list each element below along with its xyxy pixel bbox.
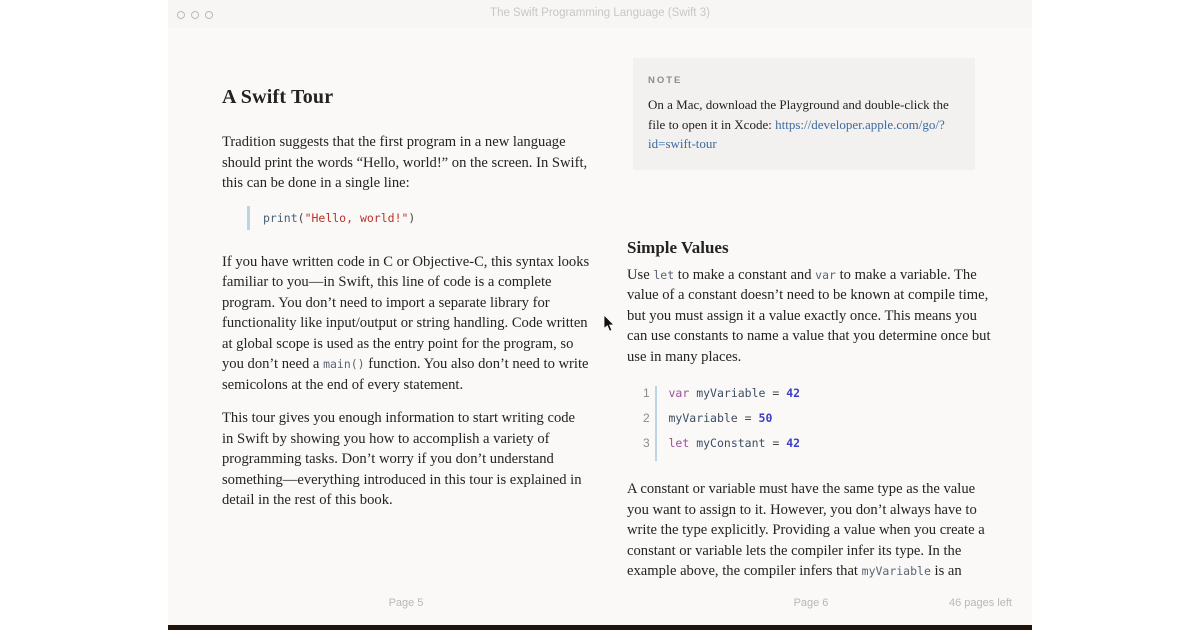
text-segment: myVariable (861, 564, 931, 578)
line-number: 2 (643, 411, 650, 425)
paragraph: Tradition suggests that the first program in a new language should print the words “Hello, world!” on the screen. In Swift, this can be done in a single line: (222, 134, 588, 191)
paragraph: If you have written code in C or Objective-C, this syntax looks familiar to you—in Swift, this line of code is a complete program. You don’t need to import a separate library for functionality like input/output or string handling. Code written at global scope is used as the entry point for the program, so you don’t need a main() function. You also don’t need to write semicolons at the end of every statement. (222, 253, 590, 393)
code-listing (627, 386, 995, 461)
text-segment: let (653, 267, 675, 282)
page-right (627, 0, 995, 582)
note-label: NOTE (648, 75, 683, 86)
window-title: The Swift Programming Language (Swift 3) (490, 7, 710, 19)
chapter-title: A Swift Tour (222, 86, 334, 108)
code-line (627, 436, 995, 461)
line-number: 3 (643, 436, 650, 450)
text-segment: ( (297, 210, 305, 225)
page-number-left: Page 5 (388, 597, 424, 609)
text-segment: ) (408, 210, 416, 225)
text-segment: "Hello, world!" (304, 210, 409, 225)
page-left (222, 0, 590, 511)
bottom-edge-bar (168, 625, 1032, 630)
text-segment: print (263, 210, 298, 225)
code-line (627, 386, 995, 411)
book-reader-window (168, 0, 1032, 630)
code-text: var myVariable = 42 (668, 386, 801, 400)
code-snippet (247, 206, 590, 230)
section-title: Simple Values (627, 237, 729, 257)
paragraph: Use let to make a constant and var to make a variable. The value of a constant doesn’t need to be known at compile time, but you must assign it a value exactly once. This means you can use constants to name a value that you determine once but use in many places. (627, 266, 991, 365)
code-text: myVariable = 50 (668, 411, 773, 425)
line-number: 1 (643, 386, 650, 400)
note-body: On a Mac, download the Playground and double-click the file to open it in Xcode: https://developer.apple.com/go/?id=swift-tour (648, 97, 949, 151)
paragraph: This tour gives you enough information to start writing code in Swift by showing you how to accomplish a variety of programming tasks. Don’t worry if you don’t understand something—everything introduced in this tour is explained in detail in the rest of this book. (222, 410, 582, 508)
code-text: let myConstant = 42 (668, 436, 801, 450)
code-line (627, 411, 995, 436)
text-segment: var (815, 267, 836, 282)
pages-left-status: 46 pages left (949, 597, 1012, 609)
note-callout (633, 58, 975, 170)
paragraph: A constant or variable must have the same type as the value you want to assign to it. However, you don’t always have to write the type explicitly. Providing a value when you create a constant or variable lets the compiler infer its type. In the example above, the compiler infers that myVariable is an (627, 481, 985, 579)
hyperlink[interactable]: https://developer.apple.com/go/?id=swift-tour (648, 116, 945, 151)
page-number-right: Page 6 (793, 597, 829, 609)
text-segment: main() (323, 357, 365, 371)
